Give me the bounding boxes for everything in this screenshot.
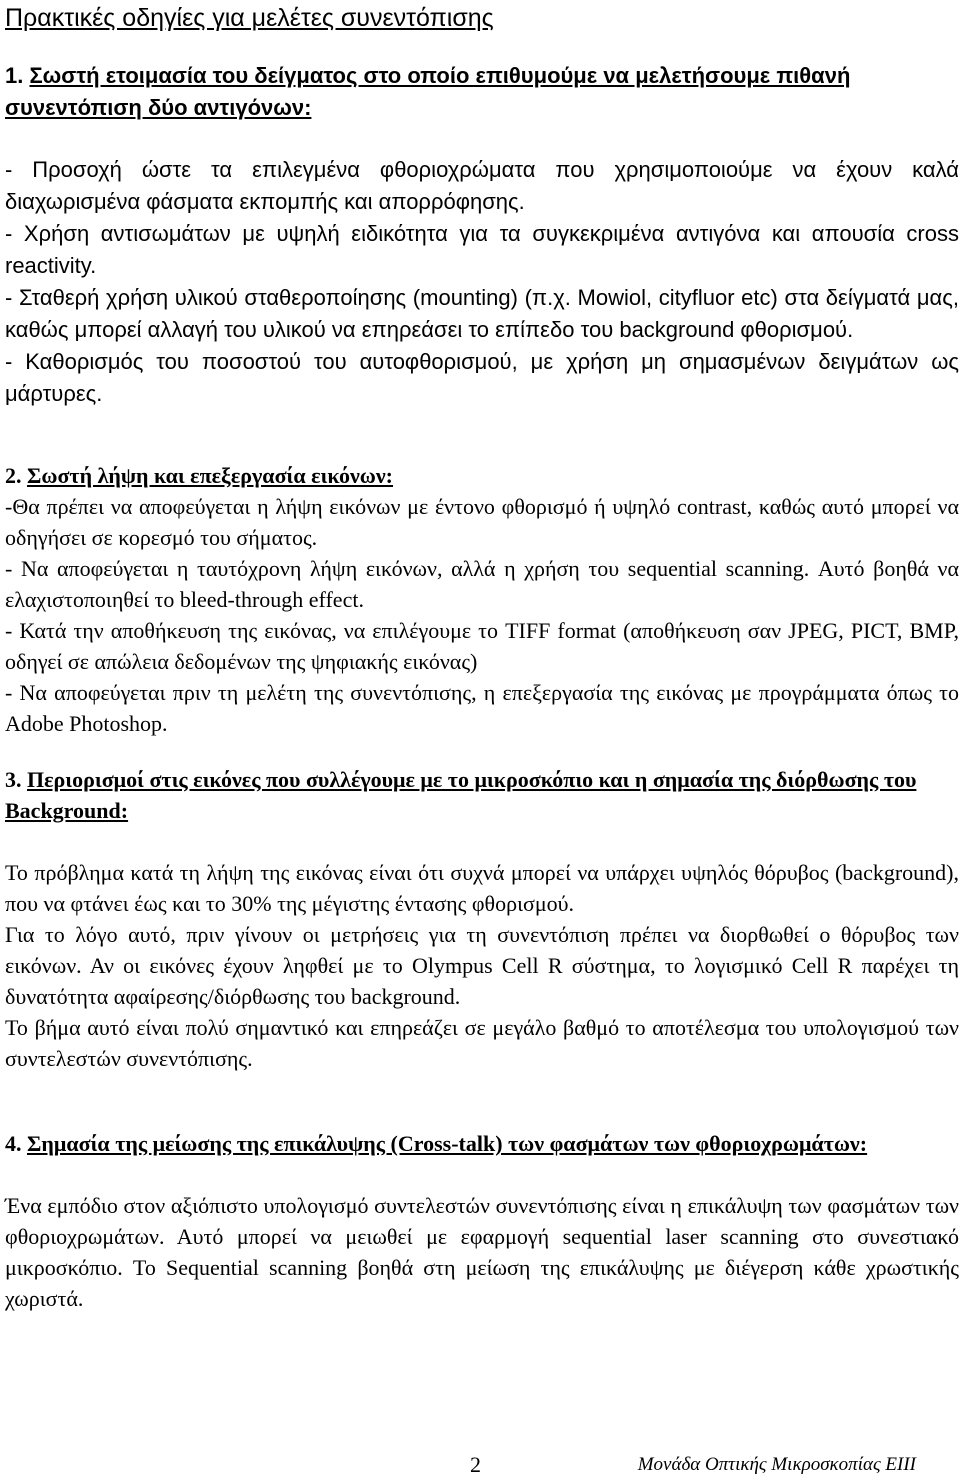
section-2-item: - Να αποφεύγεται η ταυτόχρονη λήψη εικόνων, αλλά η χρήση του sequential scanning. Αυτό βοηθά να ελαχιστοποιηθεί το bleed-through effect.: [5, 556, 959, 612]
section-4-number: 4.: [5, 1131, 22, 1156]
section-1-heading: [5, 60, 959, 124]
section-1-item: - Σταθερή χρήση υλικού σταθεροποίησης (mounting) (π.χ. Mowiol, cityfluor etc) στα δείγματά μας, καθώς μπορεί αλλαγή του υλικού να επηρεάσει το επίπεδο του background φθορισμού.: [5, 285, 959, 342]
section-4-heading-text: Σημασία της μείωσης της επικάλυψης (Cross-talk) των φασμάτων των φθοριοχρωμάτων:: [27, 1131, 868, 1156]
section-2-item: - Να αποφεύγεται πριν τη μελέτη της συνεντόπισης, η επεξεργασία της εικόνας με προγράμματα όπως το Adobe Photoshop.: [5, 680, 959, 736]
section-3-paragraph: Το βήμα αυτό είναι πολύ σημαντικό και επηρεάζει σε μεγάλο βαθμό το αποτέλεσμα του υπολογισμού των συντελεστών συνεντόπισης.: [5, 1015, 959, 1071]
section-1: [5, 60, 959, 410]
section-3-paragraph: Για το λόγο αυτό, πριν γίνουν οι μετρήσεις για τη συνεντόπιση πρέπει να διορθωθεί ο θόρυβος των εικόνων. Αν οι εικόνες έχουν ληφθεί με το Olympus Cell R σύστημα, το λογισμικό Cell R παρέχει τη δυνατότητα αφαίρεσης/διόρθωσης του background.: [5, 922, 959, 1009]
section-1-item: - Προσοχή ώστε τα επιλεγμένα φθοριοχρώματα που χρησιμοποιούμε να έχουν καλά διαχωρισμένα φάσματα εκπομπής και απορρόφησης.: [5, 157, 959, 214]
section-1-item: - Καθορισμός του ποσοστού του αυτοφθορισμού, με χρήση μη σημασμένων δειγμάτων ως μάρτυρες.: [5, 349, 959, 406]
section-4-paragraph: Ένα εμπόδιο στον αξιόπιστο υπολογισμό συντελεστών συνεντόπισης είναι η επικάλυψη των φασμάτων των φθοριοχρωμάτων. Αυτό μπορεί να μειωθεί με εφαρμογή sequential laser scanning στο συνεστιακό μικροσκόπιο. To Sequential scanning βοηθά στη μείωση της επικάλυψης με διέγερση κάθε χρωστικής χωριστά.: [5, 1193, 959, 1311]
section-4: [5, 1128, 959, 1314]
page-title: Πρακτικές οδηγίες για μελέτες συνεντόπισης: [5, 4, 494, 32]
section-2-item: - Κατά την αποθήκευση της εικόνας, να επιλέγουμε το TIFF format (αποθήκευση σαν JPEG, PICT, BMP, οδηγεί σε απώλεια δεδομένων της ψηφιακής εικόνας): [5, 618, 959, 674]
section-3-number: 3.: [5, 767, 22, 792]
section-2-number: 2.: [5, 463, 22, 488]
section-2-heading-text: Σωστή λήψη και επεξεργασία εικόνων:: [27, 463, 394, 488]
section-3: [5, 764, 959, 1074]
section-1-number: 1.: [5, 63, 24, 88]
page-number: 2: [470, 1452, 481, 1477]
footer-label: Μονάδα Οπτικής Μικροσκοπίας ΕΙΙΙ: [637, 1454, 916, 1475]
section-3-paragraph: Το πρόβλημα κατά τη λήψη της εικόνας είναι ότι συχνά μπορεί να υπάρχει υψηλός θόρυβος (background), που να φτάνει έως και το 30% της μέγιστης έντασης φθορισμού.: [5, 860, 959, 916]
section-1-item: - Χρήση αντισωμάτων με υψηλή ειδικότητα για τα συγκεκριμένα αντιγόνα και απουσία cross reactivity.: [5, 221, 959, 278]
section-2: [5, 460, 959, 739]
section-3-heading-text: Περιορισμοί στις εικόνες που συλλέγουμε με το μικροσκόπιο και η σημασία της διόρθωσης του Background:: [5, 767, 917, 823]
section-1-heading-text: Σωστή ετοιμασία του δείγματος στο οποίο επιθυμούμε να μελετήσουμε πιθανή συνεντόπιση δύο αντιγόνων:: [5, 63, 851, 120]
section-3-heading: [5, 764, 959, 826]
section-2-item: -Θα πρέπει να αποφεύγεται η λήψη εικόνων με έντονο φθορισμό ή υψηλό contrast, καθώς αυτό μπορεί να οδηγήσει σε κορεσμό του σήματος.: [5, 494, 959, 550]
section-2-heading: [5, 460, 959, 491]
section-4-heading: [5, 1128, 959, 1159]
